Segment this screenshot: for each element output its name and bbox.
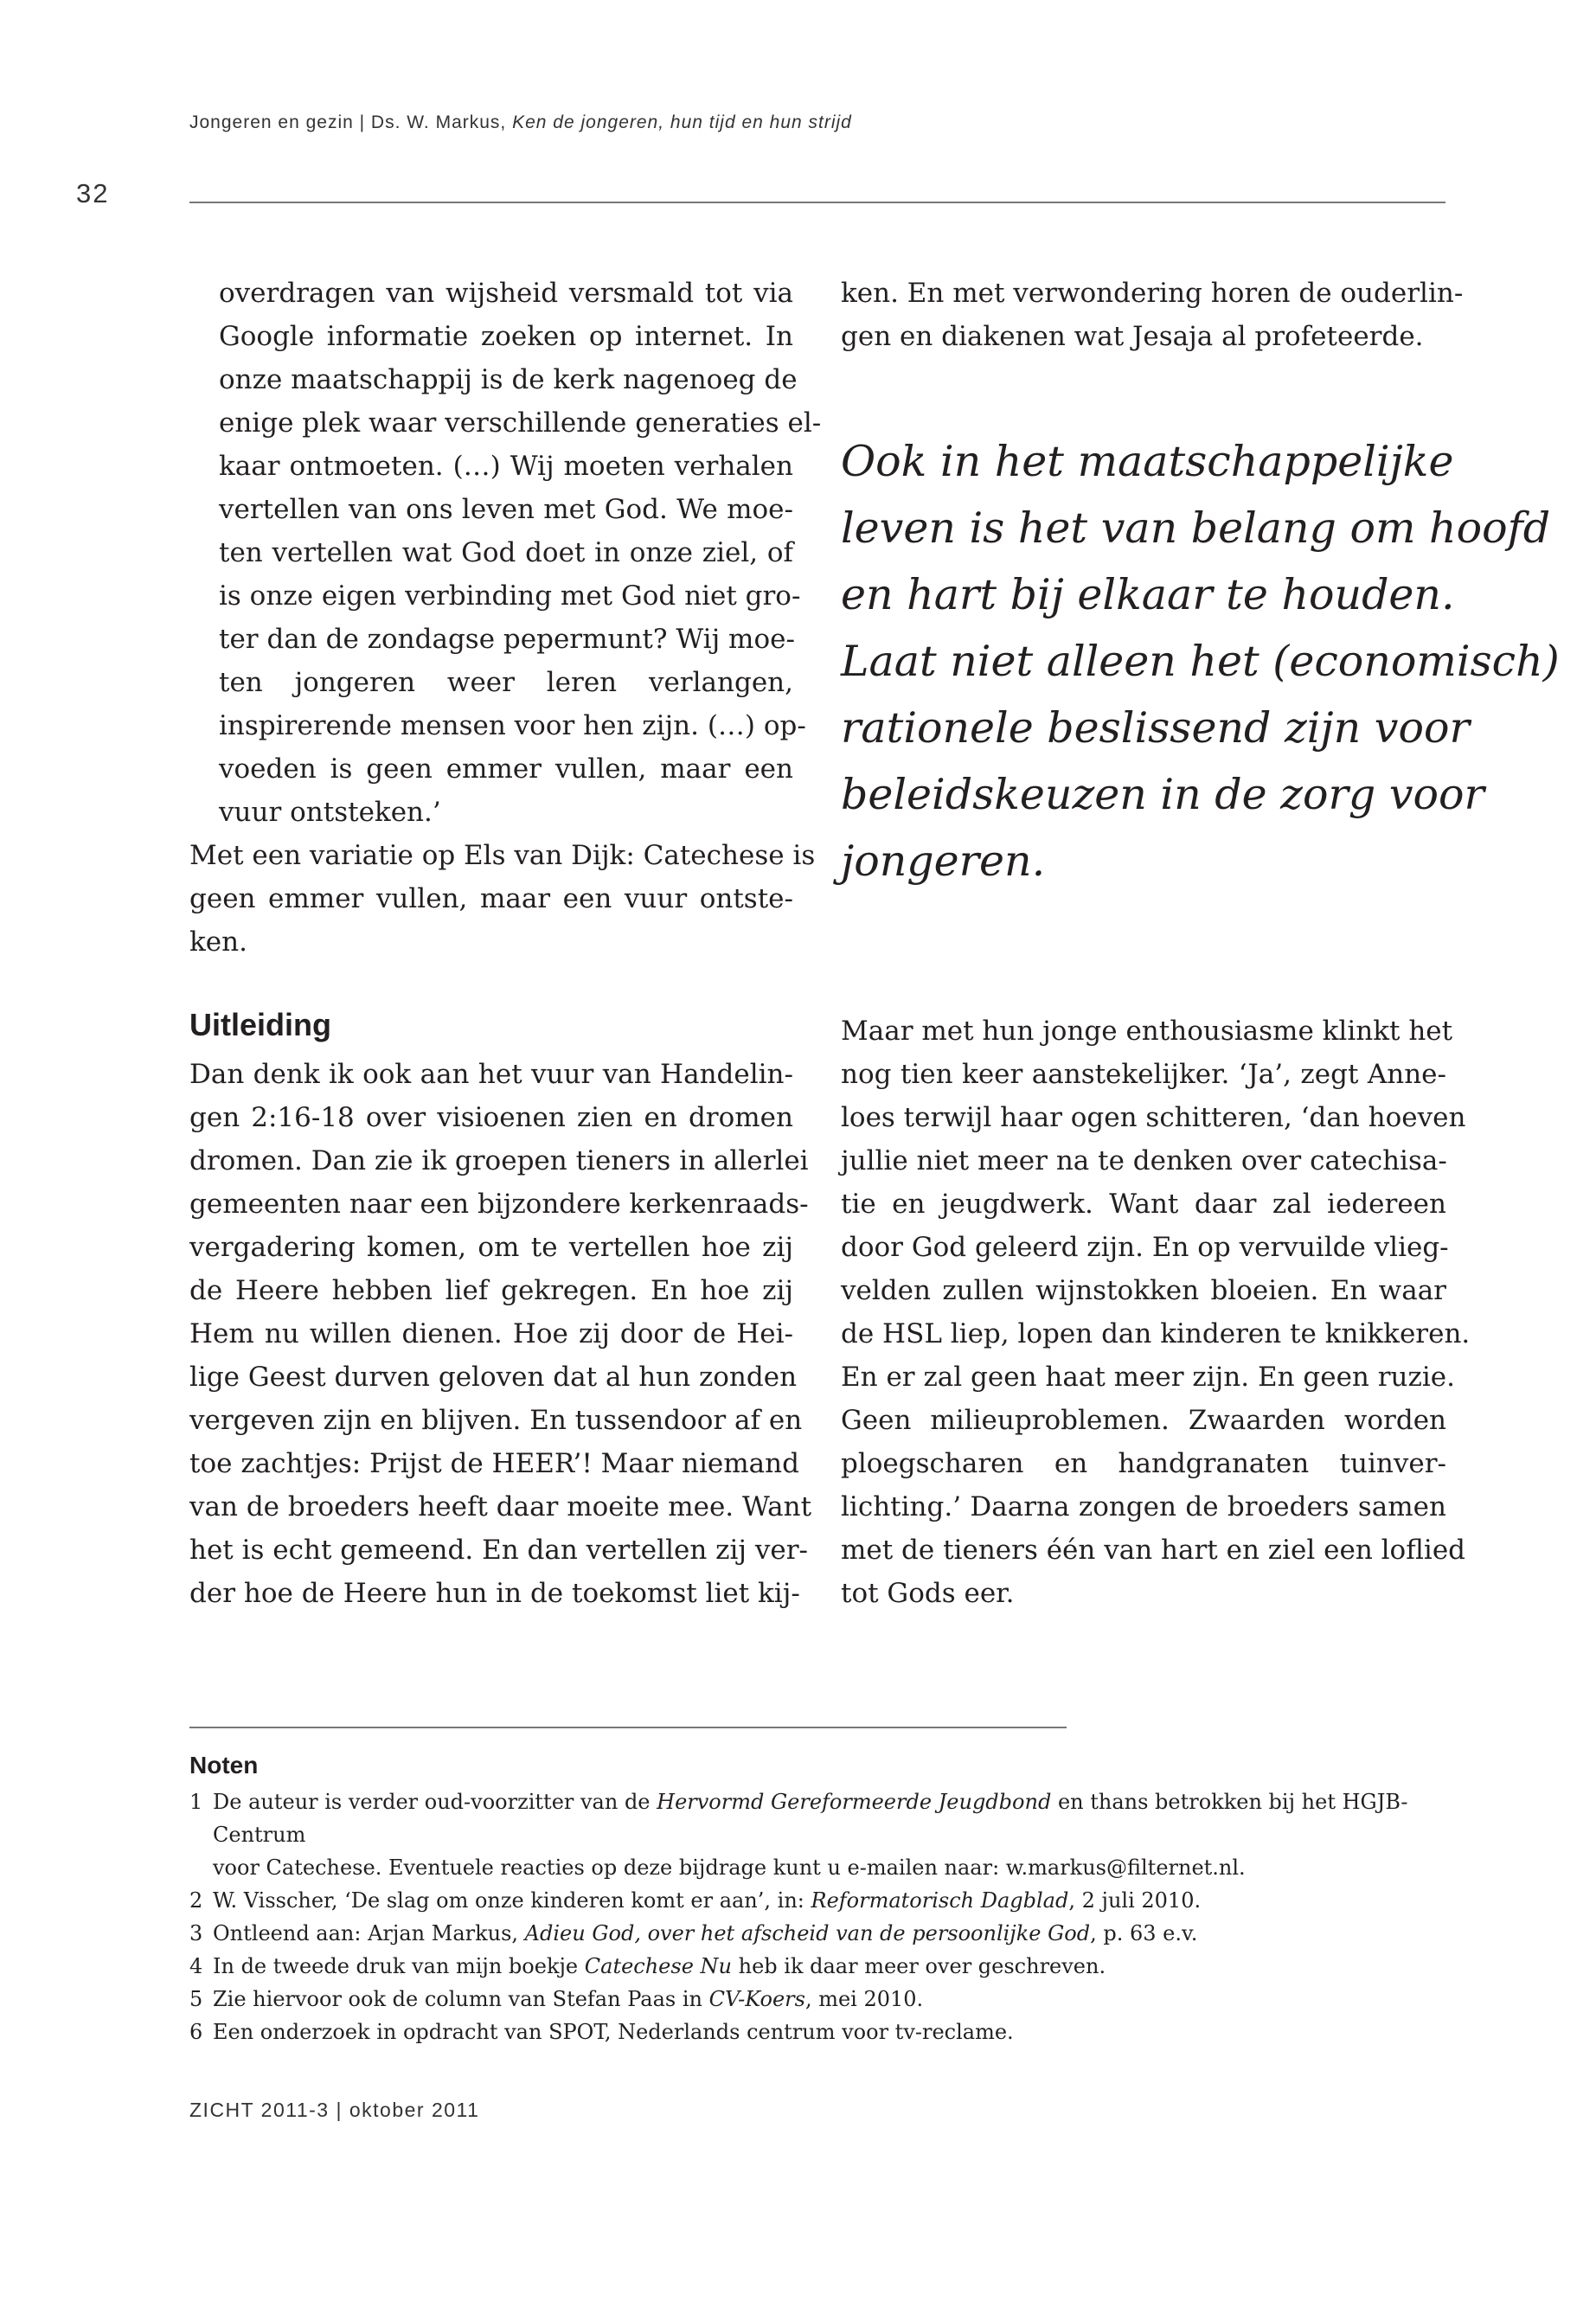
footnote-fragment: , p. 63 e.v. xyxy=(1090,1921,1198,1945)
text-line: de Heere hebben lief gekregen. En hoe zij xyxy=(189,1275,793,1306)
text-line: van de broeders heeft daar moeite mee. Want xyxy=(189,1491,812,1522)
notes-heading: Noten xyxy=(189,1752,259,1779)
text-line: gen en diakenen wat Jesaja al profeteerde. xyxy=(841,321,1424,352)
page-number: 32 xyxy=(76,178,110,208)
footnote-fragment: In de tweede druk van mijn boekje xyxy=(213,1954,585,1978)
footnote-title: CV-Koers xyxy=(708,1987,805,2011)
text-line: Maar met hun jonge enthousiasme klinkt het xyxy=(841,1016,1453,1047)
text-line: jullie niet meer na te denken over catechisa- xyxy=(841,1145,1447,1176)
running-header xyxy=(189,112,852,133)
text-line: vuur ontsteken.’ xyxy=(219,797,441,828)
text-line: overdragen van wijsheid versmald tot via xyxy=(219,278,793,309)
text-line: Google informatie zoeken op internet. In xyxy=(219,321,793,352)
text-line: dromen. Dan zie ik groepen tieners in allerlei xyxy=(189,1145,809,1176)
header-section: Jongeren en gezin | Ds. W. Markus, xyxy=(189,112,513,132)
footnote-text xyxy=(213,2016,1014,2048)
text-line: jongeren. xyxy=(841,836,1046,886)
pull-quote xyxy=(841,428,1560,894)
footnote-fragment: Een onderzoek in opdracht van SPOT, Nederlands centrum voor tv-reclame. xyxy=(213,2020,1014,2044)
text-line: beleidskeuzen in de zorg voor xyxy=(841,770,1484,819)
footnote-rule xyxy=(189,1727,1067,1728)
footnote-continuation: voor Catechese. Eventuele reacties op deze bijdrage kunt u e-mailen naar: w.markus@filternet.nl. xyxy=(213,1856,1246,1880)
footnote-number: 6 xyxy=(189,2020,203,2044)
text-line: tie en jeugdwerk. Want daar zal iedereen xyxy=(841,1189,1446,1220)
text-line: ten vertellen wat God doet in onze ziel, of xyxy=(219,537,793,568)
footnote-text xyxy=(213,1983,923,2016)
footnote-number: 1 xyxy=(189,1790,203,1814)
text-line: gen 2:16-18 over visioenen zien en dromen xyxy=(189,1102,793,1133)
text-line: Geen milieuproblemen. Zwaarden worden xyxy=(841,1405,1446,1436)
text-line: met de tieners één van hart en ziel een loflied xyxy=(841,1535,1466,1566)
footnote-title: Adieu God, over het afscheid van de persoonlijke God xyxy=(524,1921,1091,1945)
footnote-title: Catechese Nu xyxy=(584,1954,732,1978)
text-line: Dan denk ik ook aan het vuur van Handelin- xyxy=(189,1059,793,1090)
footnote-number: 5 xyxy=(189,1987,203,2011)
text-line: Laat niet alleen het (economisch) xyxy=(841,637,1560,686)
text-line: kaar ontmoeten. (…) Wij moeten verhalen xyxy=(219,451,793,482)
text-line: vergeven zijn en blijven. En tussendoor af en xyxy=(189,1405,803,1436)
text-line: en hart bij elkaar te houden. xyxy=(841,570,1455,619)
text-line: het is echt gemeend. En dan vertellen zij ver- xyxy=(189,1535,809,1566)
footnote-text xyxy=(213,1884,1201,1917)
text-line: lige Geest durven geloven dat al hun zonden xyxy=(189,1362,798,1393)
text-line: loes terwijl haar ogen schitteren, ‘dan hoeven xyxy=(841,1102,1466,1133)
header-rule xyxy=(189,202,1445,203)
footnote-fragment: heb ik daar meer over geschreven. xyxy=(732,1954,1106,1978)
header-title: Ken de jongeren, hun tijd en hun strijd xyxy=(512,112,852,132)
text-line: gemeenten naar een bijzondere kerkenraads- xyxy=(189,1189,809,1220)
footnote-number: 2 xyxy=(189,1888,203,1913)
section-heading: Uitleiding xyxy=(189,1007,331,1042)
text-line: inspirerende mensen voor hen zijn. (…) op- xyxy=(219,710,806,741)
body-text-left-bottom xyxy=(189,1053,812,1615)
body-text-left-top xyxy=(189,834,816,964)
footnote-text xyxy=(213,1950,1106,1983)
text-line: Met een variatie op Els van Dijk: Catechese is xyxy=(189,840,816,871)
text-line: tot Gods eer. xyxy=(841,1578,1015,1609)
footnote-fragment: W. Visscher, ‘De slag om onze kinderen komt er aan’, in: xyxy=(213,1888,811,1913)
text-line: ter dan de zondagse pepermunt? Wij moe- xyxy=(219,624,795,655)
footnote-item xyxy=(189,1785,1448,1884)
text-line: rationele beslissend zijn voor xyxy=(841,703,1470,753)
text-line: Ook in het maatschappelijke xyxy=(841,437,1454,486)
text-line: nog tien keer aanstekelijker. ‘Ja’, zegt Anne- xyxy=(841,1059,1446,1090)
body-text-right-bottom xyxy=(841,1009,1471,1615)
footnote-number: 4 xyxy=(189,1954,203,1978)
text-line: velden zullen wijnstokken bloeien. En waar xyxy=(841,1275,1446,1306)
body-text-right-top xyxy=(841,272,1464,358)
text-line: ploegscharen en handgranaten tuinver- xyxy=(841,1448,1446,1479)
text-line: door God geleerd zijn. En op vervuilde vlieg- xyxy=(841,1232,1449,1263)
text-line: vertellen van ons leven met God. We moe- xyxy=(219,494,793,525)
footnote-item xyxy=(189,1884,1448,1917)
text-line: geen emmer vullen, maar een vuur ontste- xyxy=(189,883,793,914)
footnote-title: Hervormd Gereformeerde Jeugdbond xyxy=(657,1790,1052,1814)
block-quote xyxy=(219,272,822,834)
footnote-fragment: Ontleend aan: Arjan Markus, xyxy=(213,1921,525,1945)
footnote-title: Reformatorisch Dagblad xyxy=(811,1888,1069,1913)
footnotes xyxy=(189,1785,1448,2048)
footnote-text xyxy=(213,1917,1197,1950)
footnote-fragment: , 2 juli 2010. xyxy=(1068,1888,1202,1913)
text-line: onze maatschappij is de kerk nagenoeg de xyxy=(219,364,798,395)
text-line: is onze eigen verbinding met God niet gro- xyxy=(219,580,801,612)
footnote-item xyxy=(189,1950,1448,1983)
text-line: ken. xyxy=(189,926,247,958)
text-line: leven is het van belang om hoofd xyxy=(841,503,1551,553)
footnote-item xyxy=(189,1917,1448,1950)
text-line: vergadering komen, om te vertellen hoe zij xyxy=(189,1232,793,1263)
footnote-text xyxy=(213,1785,1448,1884)
page-footer: ZICHT 2011-3 | oktober 2011 xyxy=(189,2099,480,2121)
footnote-item xyxy=(189,1983,1448,2016)
footnote-item xyxy=(189,2016,1448,2048)
text-line: toe zachtjes: Prijst de HEER’! Maar niemand xyxy=(189,1448,799,1479)
text-line: ken. En met verwondering horen de ouderlin- xyxy=(841,278,1464,309)
footnote-fragment: Zie hiervoor ook de column van Stefan Paas in xyxy=(213,1987,709,2011)
text-line: voeden is geen emmer vullen, maar een xyxy=(219,753,793,785)
footnote-number: 3 xyxy=(189,1921,203,1945)
text-line: lichting.’ Daarna zongen de broeders samen xyxy=(841,1491,1446,1522)
text-line: Hem nu willen dienen. Hoe zij door de Hei- xyxy=(189,1318,793,1349)
text-line: de HSL liep, lopen dan kinderen te knikkeren. xyxy=(841,1318,1471,1349)
footnote-fragment: , mei 2010. xyxy=(804,1987,924,2011)
footnote-fragment: De auteur is verder oud-voorzitter van de xyxy=(213,1790,657,1814)
text-line: ten jongeren weer leren verlangen, xyxy=(219,667,793,698)
footnote-fragment: en thans betrokken bij het HGJB-Centrum xyxy=(213,1790,1408,1847)
text-line: En er zal geen haat meer zijn. En geen ruzie. xyxy=(841,1362,1455,1393)
text-line: der hoe de Heere hun in de toekomst liet kij- xyxy=(189,1578,800,1609)
text-line: enige plek waar verschillende generaties el- xyxy=(219,407,822,439)
